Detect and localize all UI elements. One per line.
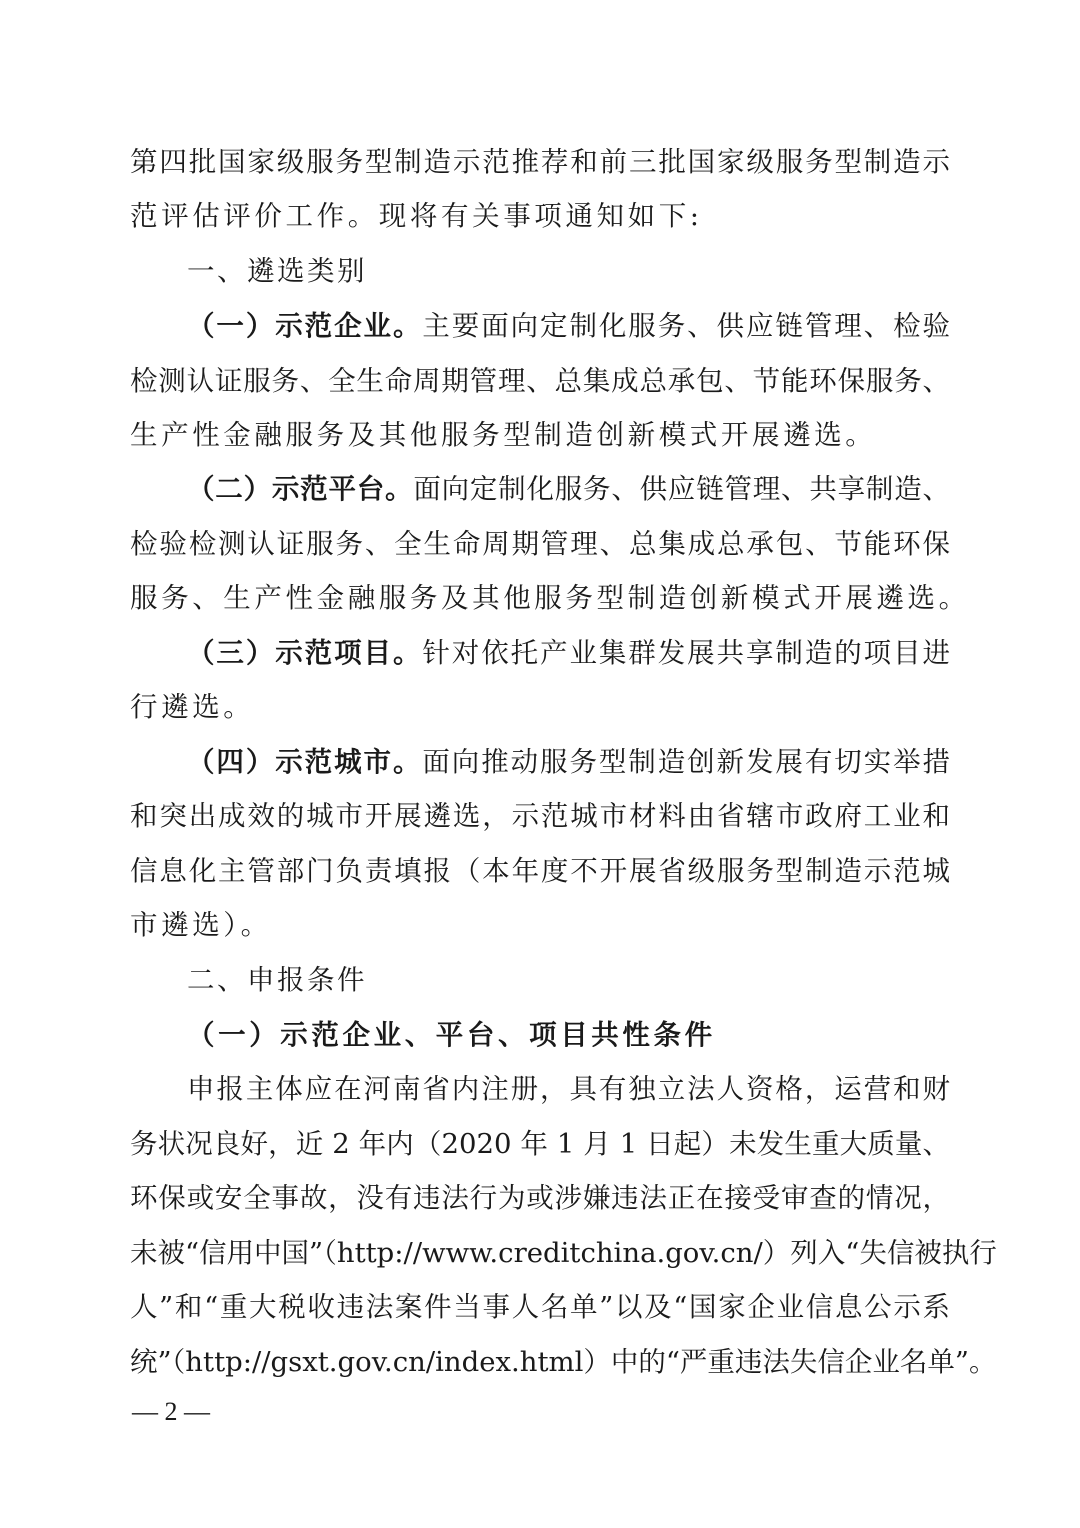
body-line: 信息化主管部门负责填报（本年度不开展省级服务型制造示范城 [130, 855, 950, 887]
subsection-heading: （一）示范企业、平台、项目共性条件 [187, 1019, 716, 1051]
paragraph-lead: （四）示范城市。 [187, 746, 423, 778]
body-line: 人”和“重大税收违法案件当事人名单”以及“国家企业信息公示系 [130, 1291, 950, 1323]
body-line: 行遴选。 [130, 691, 255, 723]
section-heading: 二、申报条件 [187, 964, 367, 996]
body-line: （四）示范城市。面向推动服务型制造创新发展有切实举措 [187, 746, 950, 778]
body-line: （三）示范项目。针对依托产业集群发展共享制造的项目进 [187, 637, 950, 669]
body-line: （一）示范企业。主要面向定制化服务、供应链管理、检验 [187, 310, 950, 342]
body-line: 检验检测认证服务、全生命周期管理、总集成总承包、节能环保 [130, 528, 950, 560]
body-line: 申报主体应在河南省内注册，具有独立法人资格，运营和财 [187, 1073, 950, 1105]
body-line: 市遴选）。 [130, 909, 272, 941]
body-line: （二）示范平台。面向定制化服务、供应链管理、共享制造、 [187, 473, 951, 505]
paragraph-lead: （一）示范企业。 [187, 310, 423, 342]
body-line: 环保或安全事故，没有违法行为或涉嫌违法正在接受审查的情况， [130, 1182, 950, 1214]
body-line: 第四批国家级服务型制造示范推荐和前三批国家级服务型制造示 [130, 146, 950, 178]
body-line: 务状况良好，近 2 年内（2020 年 1 月 1 日起）未发生重大质量、 [130, 1128, 950, 1160]
body-line: 和突出成效的城市开展遴选，示范城市材料由省辖市政府工业和 [130, 800, 950, 832]
paragraph-lead: （三）示范项目。 [187, 637, 423, 669]
body-line: 生产性金融服务及其他服务型制造创新模式开展遴选。 [130, 419, 877, 451]
body-line: 服务、生产性金融服务及其他服务型制造创新模式开展遴选。 [130, 582, 970, 614]
body-line: 统”（http://gsxt.gov.cn/index.html）中的“严重违法失信企业名单”。 [130, 1346, 997, 1378]
body-line: 未被“信用中国”（http://www.creditchina.gov.cn/）列入“失信被执行 [130, 1237, 997, 1269]
paragraph-lead: （二）示范平台。 [187, 473, 414, 505]
section-heading: 一、遴选类别 [187, 255, 367, 287]
body-line: 范评估评价工作。现将有关事项通知如下: [130, 200, 703, 232]
body-line: 检测认证服务、全生命周期管理、总集成总承包、节能环保服务、 [130, 365, 950, 397]
page-number: — 2 — [132, 1397, 210, 1426]
